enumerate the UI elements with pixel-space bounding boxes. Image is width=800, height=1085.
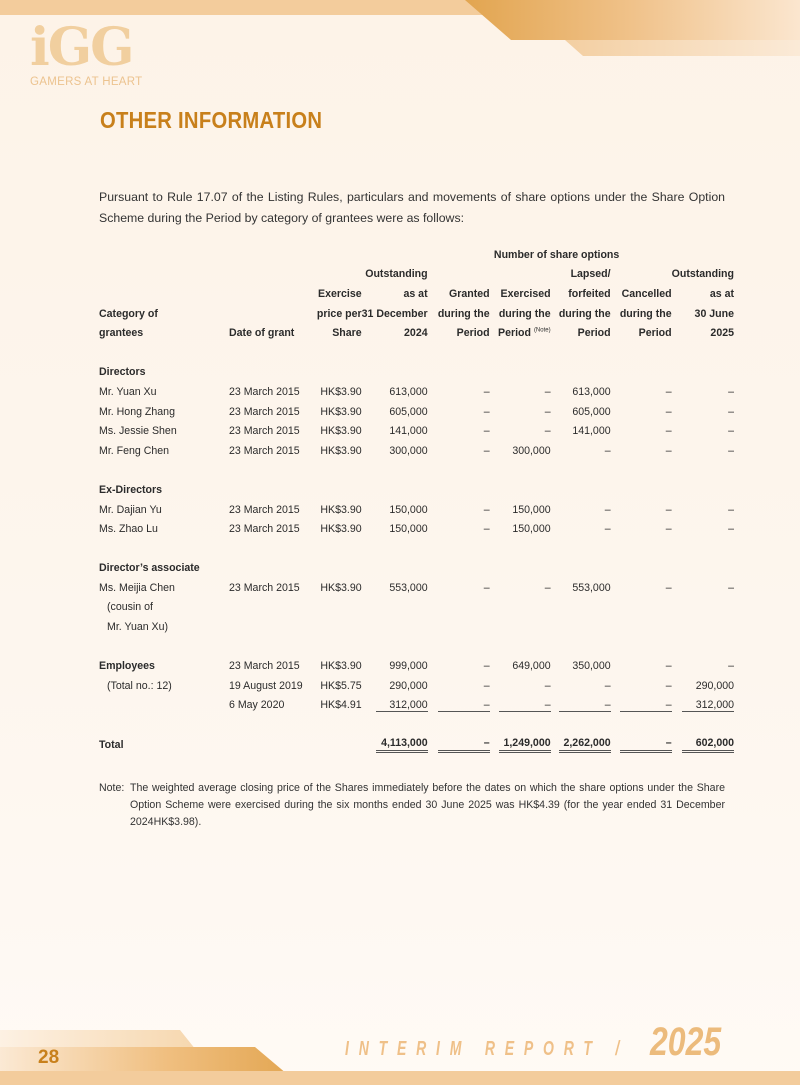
table-cell: – <box>483 503 490 516</box>
table-cell <box>490 696 551 716</box>
table-cell: HK$3.90 <box>320 660 362 673</box>
table-cell: 23 March 2015 <box>229 385 300 398</box>
logo-wordmark: iGG <box>30 17 133 78</box>
table-cell: – <box>728 503 734 516</box>
table-cell: – <box>483 444 490 457</box>
table-cell: HK$3.90 <box>320 581 362 594</box>
table-cell: HK$3.90 <box>320 503 362 516</box>
header-cell: price per <box>316 307 362 320</box>
report-year: 2025 <box>650 1020 722 1064</box>
table-cell <box>672 735 734 755</box>
table-cell <box>99 696 229 716</box>
table-cell: 23 March 2015 <box>229 523 300 536</box>
igg-logo <box>30 17 143 88</box>
header-cell: Granted <box>448 287 490 300</box>
header-cell: during the <box>558 307 611 320</box>
table-cell: 613,000 <box>389 385 428 398</box>
report-label: INTERIM REPORT / <box>345 1038 630 1060</box>
table-row <box>99 519 734 539</box>
grantee-note: (cousin of <box>107 601 153 614</box>
table-cell: 553,000 <box>389 581 428 594</box>
table-spacer-row <box>99 637 734 657</box>
header-cell: grantees <box>99 327 144 340</box>
table-row <box>99 656 734 676</box>
table-row <box>99 421 734 441</box>
table-cell: 290,000 <box>389 679 428 692</box>
header-cell: Share <box>332 327 362 340</box>
table-cell: Ms. Meijia Chen <box>99 581 175 594</box>
header-cell <box>428 265 490 285</box>
table-cell: – <box>604 503 611 516</box>
header-cell: Category of <box>99 307 158 320</box>
cell-value: 2,262,000 <box>559 737 611 753</box>
table-cell: 23 March 2015 <box>229 425 300 438</box>
table-group-row <box>99 480 734 500</box>
table-group-row <box>99 559 734 579</box>
header-cell: during the <box>498 307 551 320</box>
table-cell: – <box>665 679 672 692</box>
table-cell: 649,000 <box>512 660 551 673</box>
table-cell: – <box>665 444 672 457</box>
table-header-row <box>99 284 734 304</box>
logo-tagline: GAMERS AT HEART <box>30 76 143 88</box>
table-cell: 150,000 <box>512 503 551 516</box>
header-spacer <box>99 245 428 265</box>
table-cell: 6 May 2020 <box>229 699 285 712</box>
bottom-band <box>0 1071 800 1085</box>
table-super-header-row <box>99 245 734 265</box>
footnote <box>99 780 725 831</box>
cell-value: – <box>620 737 672 753</box>
table-cell: 23 March 2015 <box>229 444 300 457</box>
table-cell: – <box>483 523 490 536</box>
table-cell: HK$3.90 <box>320 425 362 438</box>
note-text: The weighted average closing price of the Shares immediately before the dates on which the share options under the Share Option Scheme were exercised during the six months ended 30 June 2025 was HK$4.39 (for the year ended 31 December 2024HK$3.98). <box>130 782 725 828</box>
cell-value: 602,000 <box>682 737 734 753</box>
table-row <box>99 500 734 520</box>
table-spacer-row <box>99 539 734 559</box>
top-decoration <box>465 0 800 40</box>
table-cell: 23 March 2015 <box>229 581 300 594</box>
table-cell: Ms. Jessie Shen <box>99 425 177 438</box>
table-cell: – <box>483 385 490 398</box>
table-cell: – <box>544 405 551 418</box>
number-of-share-options-header: Number of share options <box>493 248 620 261</box>
table-cell: – <box>665 523 672 536</box>
table-cell: Ms. Zhao Lu <box>99 523 158 536</box>
header-cell <box>229 265 303 285</box>
header-cell: Outstanding <box>671 268 734 281</box>
header-cell-text: Period <box>498 327 531 340</box>
table-cell: – <box>544 679 551 692</box>
table-cell: – <box>665 660 672 673</box>
header-cell <box>490 323 551 343</box>
table-cell <box>362 696 428 716</box>
table-spacer-row <box>99 461 734 481</box>
intro-paragraph: Pursuant to Rule 17.07 of the Listing Rules, particulars and movements of share options under the Share Option Scheme during the Period by category of grantees were as follows: <box>99 190 725 225</box>
spacer-cell <box>99 637 734 657</box>
table-cell <box>362 735 428 755</box>
table-cell: Total <box>99 738 124 751</box>
grantee-note: Mr. Yuan Xu) <box>107 621 169 634</box>
table-cell: – <box>665 581 672 594</box>
table-spacer-row <box>99 343 734 363</box>
table-cell: – <box>728 444 734 457</box>
table-cell: – <box>604 444 611 457</box>
table-cell: 605,000 <box>572 405 611 418</box>
table-cell: – <box>483 660 490 673</box>
header-cell: Exercised <box>500 287 551 300</box>
table-cell: HK$3.90 <box>320 444 362 457</box>
table-total-row <box>99 735 734 755</box>
header-cell <box>99 265 229 285</box>
table-row <box>99 696 734 716</box>
table-cell: Mr. Dajian Yu <box>99 503 162 516</box>
header-cell <box>99 284 229 304</box>
page-number: 28 <box>38 1047 60 1068</box>
note-label: Note: <box>99 782 125 794</box>
cell-value: – <box>438 699 490 712</box>
table-cell: 300,000 <box>389 444 428 457</box>
header-cell: 2024 <box>404 327 428 340</box>
table-cell: – <box>665 405 672 418</box>
top-decoration-secondary <box>565 40 800 56</box>
header-cell: forfeited <box>568 287 611 300</box>
table-header-row <box>99 323 734 343</box>
cell-value: 312,000 <box>376 699 428 712</box>
table-cell: HK$5.75 <box>320 679 362 692</box>
header-cell: Outstanding <box>365 268 428 281</box>
table-cell: Employees <box>99 660 155 673</box>
table-cell: – <box>483 581 490 594</box>
table-row <box>99 382 734 402</box>
spacer-cell <box>99 539 734 559</box>
table-cell: 290,000 <box>695 679 734 692</box>
cell-value: – <box>559 699 611 712</box>
table-cell: – <box>483 679 490 692</box>
header-cell: Period <box>638 327 672 340</box>
table-row <box>99 441 734 461</box>
table-cell: – <box>544 385 551 398</box>
section-title: OTHER INFORMATION <box>100 107 323 133</box>
cell-value: – <box>499 699 551 712</box>
table-cell: 300,000 <box>512 444 551 457</box>
header-cell <box>611 265 672 285</box>
table-cell: – <box>728 405 734 418</box>
group-label: Ex-Directors <box>99 483 162 496</box>
header-cell <box>229 304 303 324</box>
header-cell <box>229 284 303 304</box>
table-cell: 553,000 <box>572 581 611 594</box>
spacer-cell <box>99 715 734 735</box>
table-cell: 150,000 <box>512 523 551 536</box>
header-cell: Lapsed/ <box>570 268 611 281</box>
table-cell: (Total no.: 12) <box>107 679 172 692</box>
table-cell: – <box>728 385 734 398</box>
table-cell: 150,000 <box>389 523 428 536</box>
table-cell: 23 March 2015 <box>229 660 300 673</box>
table-cell: – <box>728 425 734 438</box>
table-cell <box>611 696 672 716</box>
table-row <box>99 402 734 422</box>
header-cell: Exercise <box>318 287 362 300</box>
table-cell: 613,000 <box>572 385 611 398</box>
table-cell <box>428 735 490 755</box>
header-cell: as at <box>709 287 734 300</box>
table-group-row <box>99 363 734 383</box>
spacer-cell <box>99 461 734 481</box>
table-cell: – <box>665 425 672 438</box>
header-spacer <box>672 245 734 265</box>
header-cell: 2025 <box>710 327 734 340</box>
table-cell: HK$3.90 <box>320 385 362 398</box>
table-cell: 150,000 <box>389 503 428 516</box>
table-cell: Mr. Yuan Xu <box>99 385 157 398</box>
table-cell: – <box>604 679 611 692</box>
header-cell: during the <box>437 307 490 320</box>
table-cell: – <box>604 523 611 536</box>
header-cell: 31 December <box>361 307 428 320</box>
table-cell: – <box>665 385 672 398</box>
table-cell: – <box>483 425 490 438</box>
note-reference: (Note) <box>533 327 551 334</box>
table-cell: – <box>665 503 672 516</box>
cell-value: – <box>620 699 672 712</box>
table-cell: Mr. Feng Chen <box>99 444 170 457</box>
table-row <box>99 676 734 696</box>
table-row <box>99 598 734 618</box>
group-label: Directors <box>99 366 146 379</box>
table-cell: – <box>728 660 734 673</box>
cell-value: 312,000 <box>682 699 734 712</box>
table-cell: 23 March 2015 <box>229 405 300 418</box>
header-cell <box>490 265 551 285</box>
cell-value: 1,249,000 <box>499 737 551 753</box>
table-cell <box>303 735 362 755</box>
table-cell: 605,000 <box>389 405 428 418</box>
spacer-cell <box>99 343 734 363</box>
table-cell <box>428 696 490 716</box>
table-cell: Mr. Hong Zhang <box>99 405 175 418</box>
table-cell: 19 August 2019 <box>229 679 303 692</box>
table-cell: – <box>728 523 734 536</box>
share-options-table <box>99 245 734 754</box>
table-cell: HK$4.91 <box>320 699 362 712</box>
header-cell <box>303 265 362 285</box>
table-cell <box>611 735 672 755</box>
table-cell: HK$3.90 <box>320 523 362 536</box>
table-cell: – <box>483 405 490 418</box>
table-cell <box>490 735 551 755</box>
table-cell: – <box>544 425 551 438</box>
table-cell: 350,000 <box>572 660 611 673</box>
cell-value: – <box>438 737 490 753</box>
table-header-row <box>99 304 734 324</box>
header-cell: as at <box>403 287 428 300</box>
header-cell: Period <box>577 327 611 340</box>
table-cell: 141,000 <box>572 425 611 438</box>
table-header-row <box>99 265 734 285</box>
table-cell <box>551 735 611 755</box>
table-cell: – <box>728 581 734 594</box>
table-cell: HK$3.90 <box>320 405 362 418</box>
table-cell: 141,000 <box>389 425 428 438</box>
cell-value: 4,113,000 <box>376 737 428 753</box>
table-cell: 23 March 2015 <box>229 503 300 516</box>
header-cell: during the <box>619 307 672 320</box>
table-cell <box>672 696 734 716</box>
header-cell: Cancelled <box>621 287 672 300</box>
header-cell: 30 June <box>694 307 734 320</box>
header-cell: Period <box>456 327 490 340</box>
table-cell <box>551 696 611 716</box>
table-row <box>99 617 734 637</box>
group-label: Director’s associate <box>99 562 200 575</box>
table-cell: 999,000 <box>389 660 428 673</box>
table-cell: – <box>544 581 551 594</box>
table-spacer-row <box>99 715 734 735</box>
table-row <box>99 578 734 598</box>
header-cell: Date of grant <box>229 327 295 340</box>
table-cell <box>229 735 303 755</box>
